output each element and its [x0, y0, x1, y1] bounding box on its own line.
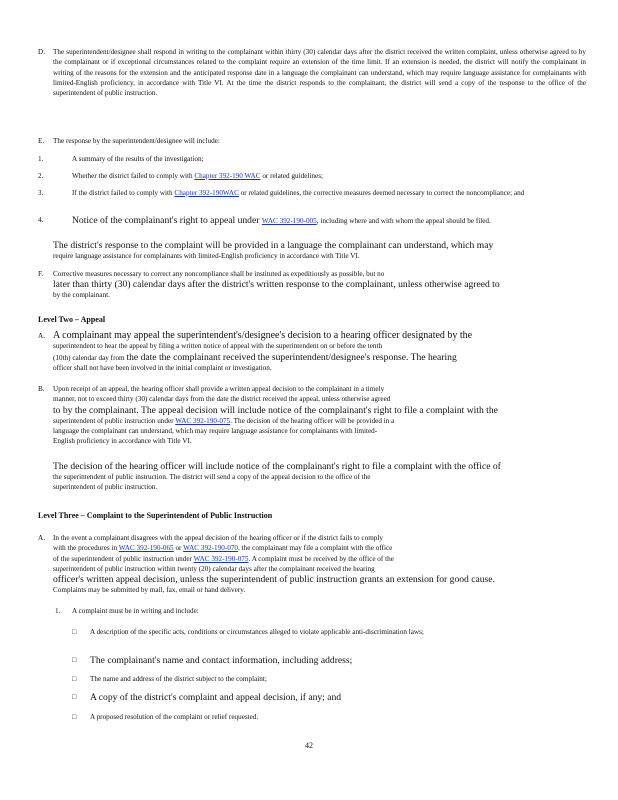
- paragraph-label: A.: [38, 534, 45, 542]
- item-text: A complaint must be in writing and include:: [72, 607, 199, 615]
- list-item: [38, 154, 586, 164]
- item-text: Notice of the complainant's right to appeal under: [72, 215, 262, 226]
- checkbox-icon: □: [72, 713, 77, 721]
- paragraph-text: superintendent to hear the appeal by filing a written notice of appeal with the superintendent on or before the tenth: [53, 342, 383, 351]
- paragraph-text: by the complainant.: [53, 291, 110, 300]
- wac-link[interactable]: WAC 392-190-075: [193, 554, 249, 563]
- paragraph-large-text: the date the complainant received the superintendent/designee's response. The hearing: [126, 351, 457, 363]
- bullet-text: A description of the specific acts, conditions or circumstances alleged to violate applicable anti-discrimination laws;: [90, 628, 424, 636]
- list-item: [72, 712, 586, 722]
- paragraph-text: Corrective measures necessary to correct any noncompliance shall be instituted as expeditiously as possible, but no: [53, 270, 385, 278]
- paragraph-text: later than thirty (30) calendar days after the district's written response to the complainant, unless otherwise agreed to: [53, 279, 500, 291]
- paragraph-text: or: [173, 544, 184, 553]
- checkbox-icon: □: [72, 675, 77, 683]
- item-text: If the district failed to comply with: [72, 189, 175, 197]
- level-three-paragraph-a: [38, 533, 586, 595]
- note-large-text: The district's response to the complaint will be provided in a language the complainant can understand, which may: [53, 240, 494, 251]
- page-number: 42: [305, 741, 313, 750]
- item-number: 1.: [55, 607, 61, 615]
- wac-link[interactable]: WAC 392-190-005: [261, 217, 317, 225]
- paragraph-text: The response by the superintendent/designee will include:: [53, 137, 220, 145]
- item-number: 4.: [38, 216, 44, 224]
- hearing-officer-note: [38, 461, 586, 493]
- note-text: the superintendent of public instruction. The district will send a copy of the appeal decision to the office of the: [53, 473, 371, 481]
- paragraph-d: [38, 47, 586, 98]
- list-item: [38, 171, 586, 181]
- item-text: or related guidelines, the corrective measures deemed necessary to correct the noncompliance; and: [238, 189, 525, 197]
- list-item: [72, 655, 586, 666]
- bullet-text: A proposed resolution of the complaint or relief requested.: [90, 713, 259, 721]
- paragraph-text: with the procedures in: [53, 544, 119, 553]
- bullet-text: The complainant's name and contact information, including address;: [90, 655, 353, 666]
- list-item: [55, 606, 586, 616]
- list-item: [72, 674, 586, 684]
- bullet-text: A copy of the district's complaint and appeal decision, if any; and: [90, 692, 342, 703]
- paragraph-label: D.: [38, 48, 45, 56]
- level-three-heading: Level Three – Complaint to the Superintendent of Public Instruction: [38, 511, 273, 520]
- list-item: [38, 215, 586, 226]
- level-two-heading: Level Two – Appeal: [38, 315, 106, 324]
- paragraph-text: . The decision of the hearing officer will be provided in a: [230, 416, 395, 425]
- list-item: [72, 627, 586, 637]
- paragraph-text: The superintendent/designee shall respond in writing to the complainant within thirty (30) calendar days after the district received the written complaint, unless otherwise agreed to by the complainant or if exceptional circumstances related to the complaint require an extension of the time limit. If an extension is needed, the district will notify the complainant in writing of the reasons for the extension and the anticipated response date in a language the complainant can understand, which may require language assistance for complainants with limited-English proficiency, in accordance with Title VI. At the time the district responds to the complainant, the district will send a copy of the response to the office of the superintendent of public instruction.: [53, 48, 586, 98]
- paragraph-f: [38, 269, 586, 301]
- wac-link[interactable]: WAC 392-190-070: [183, 544, 239, 553]
- paragraph-text: manner, not to exceed thirty (30) calendar days from the date the district received the appeal, unless otherwise agreed: [53, 395, 391, 404]
- paragraph-text: of the superintendent of public instruction under: [53, 554, 194, 563]
- wac-link[interactable]: Chapter 392-190WAC: [174, 189, 239, 197]
- paragraph-label: E.: [38, 137, 45, 145]
- paragraph-text: officer shall not have been involved in the initial complaint or investigation.: [53, 363, 272, 372]
- paragraph-large-text: officer's written appeal decision, unless the superintendent of public instruction grants an extension for good cause.: [53, 574, 495, 586]
- paragraph-text: English proficiency in accordance with Title VI.: [53, 437, 192, 446]
- paragraph-text: superintendent of public instruction under: [53, 416, 176, 425]
- response-note: [38, 240, 586, 261]
- paragraph-text: Upon receipt of an appeal, the hearing officer shall provide a written appeal decision to the complainant in a timely: [53, 385, 385, 393]
- paragraph-text: language the complainant can understand, which may require language assistance for complainants with limited-: [53, 426, 378, 435]
- paragraph-text: (10th) calendar day from: [53, 353, 127, 362]
- item-text: , including where and with whom the appeal should be filed.: [316, 217, 491, 225]
- note-text: require language assistance for complainants with limited-English proficiency in accordance with Title VI.: [53, 252, 360, 260]
- paragraph-label: F.: [38, 270, 44, 278]
- checkbox-icon: □: [72, 656, 77, 664]
- level-two-paragraph-a: [38, 331, 586, 373]
- list-item: [38, 188, 586, 198]
- note-large-text: The decision of the hearing officer will include notice of the complainant's right to file a complaint with the office of: [53, 461, 501, 472]
- paragraph-text: , the complainant may file a complaint with the office: [238, 544, 393, 553]
- wac-link[interactable]: WAC 392-190-065: [118, 544, 174, 553]
- item-text: Whether the district failed to comply with: [72, 172, 195, 180]
- checkbox-icon: □: [72, 628, 77, 636]
- item-number: 2.: [38, 172, 44, 180]
- paragraph-large-text: to by the complainant. The appeal decision will include notice of the complainant's right to file a complaint with the: [53, 404, 498, 416]
- checkbox-icon: □: [72, 693, 77, 701]
- item-number: 1.: [38, 155, 44, 163]
- wac-link[interactable]: WAC 392-190-075: [175, 416, 231, 425]
- paragraph-large-text: A complainant may appeal the superintendent's/designee's decision to a hearing officer designated by the: [53, 330, 473, 341]
- paragraph-text: superintendent of public instruction within twenty (20) calendar days after the complainant received the hearing: [53, 564, 375, 573]
- level-two-paragraph-b: [38, 384, 586, 446]
- item-number: 3.: [38, 189, 44, 197]
- list-item: [72, 692, 586, 703]
- bullet-text: The name and address of the district subject to the complaint;: [90, 675, 267, 683]
- paragraph-text: . A complaint must be received by the office of the: [248, 554, 394, 563]
- paragraph-label: B.: [38, 385, 45, 393]
- item-text: or related guidelines;: [260, 172, 323, 180]
- paragraph-text: Complaints may be submitted by mail, fax, email or hand delivery.: [53, 586, 246, 595]
- paragraph-text: In the event a complainant disagrees with the appeal decision of the hearing officer or if the district fails to comply: [53, 534, 383, 542]
- item-text: A summary of the results of the investigation;: [72, 155, 204, 163]
- note-text: superintendent of public instruction.: [53, 483, 158, 492]
- wac-link[interactable]: Chapter 392-190 WAC: [194, 172, 261, 180]
- paragraph-e: [38, 136, 586, 146]
- paragraph-label: A.: [38, 332, 45, 340]
